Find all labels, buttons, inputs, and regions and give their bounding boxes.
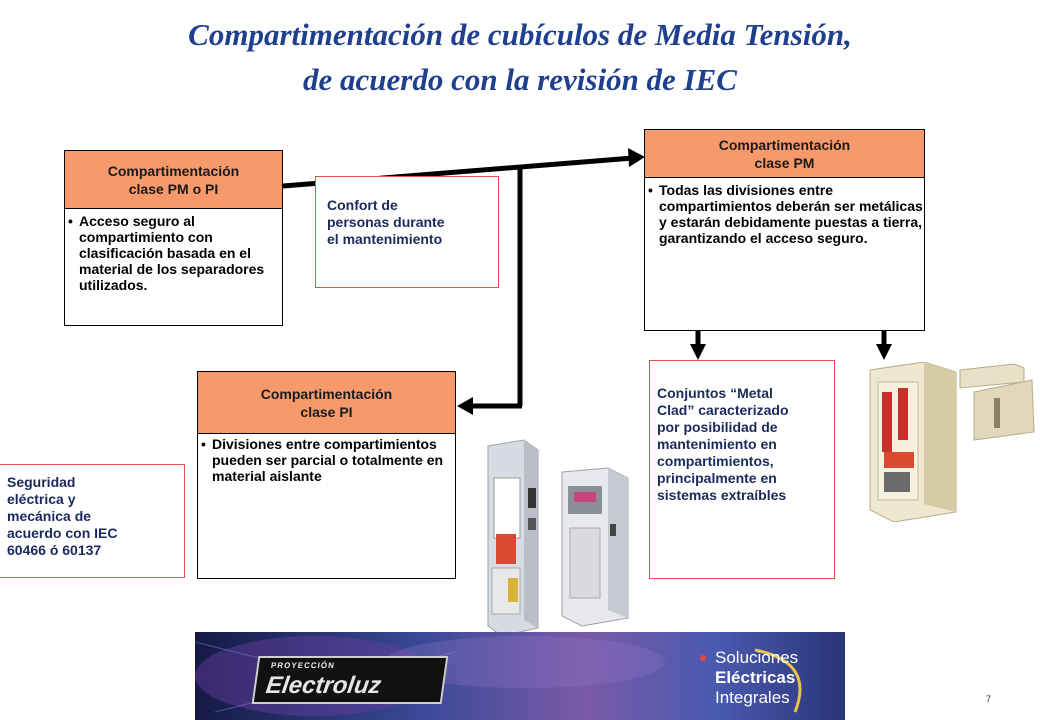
box-pm-or-pi-header-line2: clase PM o PI xyxy=(128,180,219,197)
footer-slogan xyxy=(715,648,798,708)
note-confort-text: Confort de personas durante el mantenimiento xyxy=(327,197,445,247)
page-number: 7 xyxy=(986,694,992,704)
badge-brand-text: Electroluz xyxy=(264,672,383,699)
box-pm xyxy=(644,129,925,331)
box-pm-header xyxy=(645,130,924,178)
box-pm-or-pi xyxy=(64,150,283,326)
box-pi-header xyxy=(198,372,455,434)
arrowhead-down-right xyxy=(876,344,892,360)
box-pi xyxy=(197,371,456,579)
slogan-line-1: Soluciones xyxy=(715,648,799,667)
box-pm-bullet: • Todas las divisiones entre compartimientos deberán ser metálicas y estarán debidamente puestas a tierra, garantizando el acceso seguro. xyxy=(645,182,924,246)
switchgear-cabinets-illustration xyxy=(478,438,648,645)
box-pi-header-line2: clase PI xyxy=(300,403,353,420)
box-pm-or-pi-header-line1: Compartimentación xyxy=(107,162,240,179)
arrowhead-down-left xyxy=(690,344,706,360)
box-pm-header-line1: Compartimentación xyxy=(718,136,851,153)
electroluz-badge xyxy=(252,656,449,704)
title-line-2: de acuerdo con la revisión de IEC xyxy=(303,62,737,97)
note-seguridad-text: Seguridad eléctrica y mecánica de acuerdo con IEC 60466 ó 60137 xyxy=(7,474,118,558)
note-metal-clad-text: Conjuntos “Metal Clad” caracterizado por posibilidad de mantenimiento en compartimientos, principalmente en sistemas extraíbles xyxy=(657,385,789,503)
box-pi-bullet: • Divisiones entre compartimientos pueden ser parcial o totalmente en material aislante xyxy=(198,436,453,484)
box-pm-or-pi-header xyxy=(65,151,282,209)
box-pm-header-line2: clase PM xyxy=(754,154,815,171)
note-seguridad xyxy=(0,464,185,578)
badge-top-text: PROYECCIÓN xyxy=(270,661,336,670)
slogan-line-3: Integrales xyxy=(715,688,790,707)
arrowhead-to-pm xyxy=(628,148,645,167)
box-pi-header-line1: Compartimentación xyxy=(260,385,393,402)
note-confort xyxy=(315,176,499,288)
note-metal-clad xyxy=(649,360,835,579)
slogan-line-2: Eléctricas xyxy=(715,668,796,687)
arrowhead-to-pi xyxy=(457,397,473,415)
metal-clad-cabinet-illustration xyxy=(864,362,1040,522)
box-pm-or-pi-bullet: • Acceso seguro al compartimiento con clasificación basada en el material de los separadores utilizados. xyxy=(65,213,280,293)
title-line-1: Compartimentación de cubículos de Media Tensión, xyxy=(188,17,852,52)
footer-banner xyxy=(195,632,845,720)
